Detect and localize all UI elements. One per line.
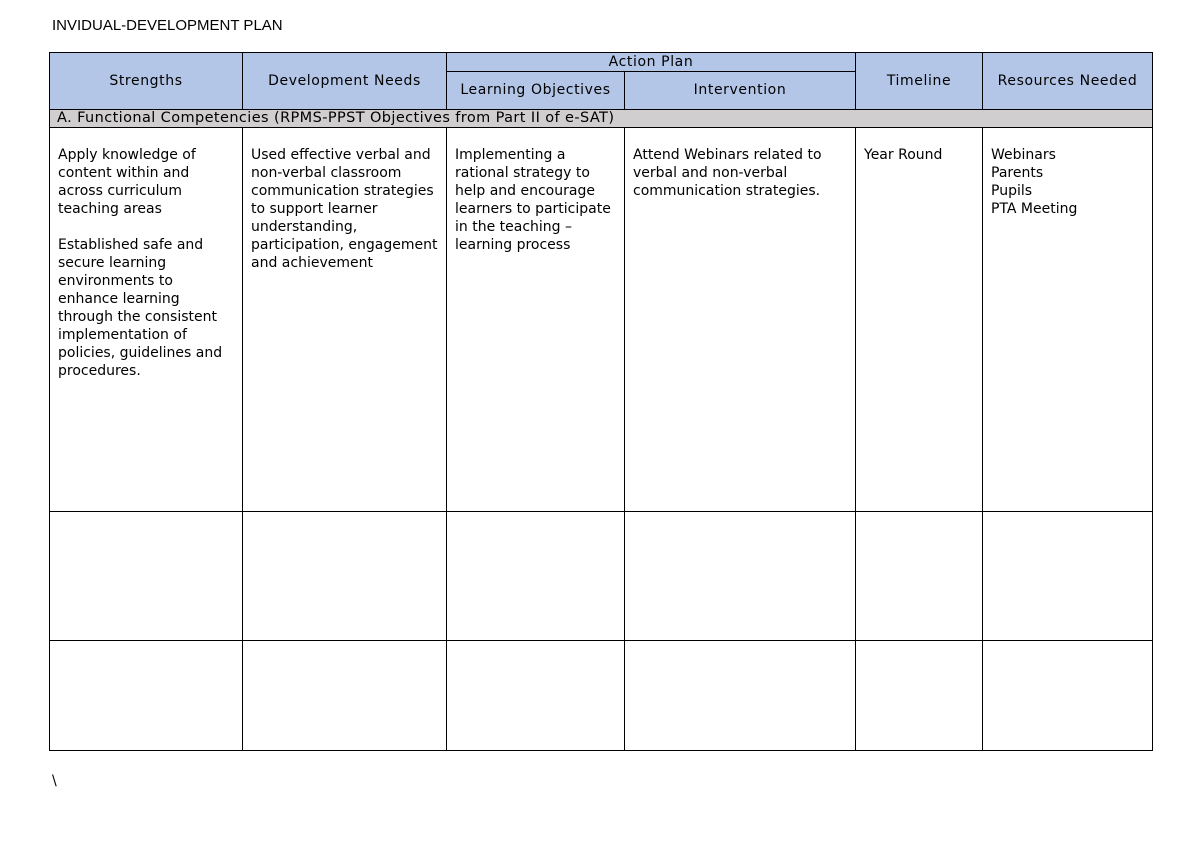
header-development-needs: Development Needs	[243, 53, 447, 110]
empty-cell	[243, 512, 447, 641]
resource-item: Parents	[991, 165, 1044, 181]
empty-cell	[625, 641, 856, 751]
cell-intervention: Attend Webinars related to verbal and non-verbal communication strategies.	[625, 128, 856, 512]
header-action-plan: Action Plan	[447, 53, 856, 72]
empty-cell	[983, 641, 1153, 751]
empty-cell	[856, 641, 983, 751]
cell-development-needs: Used effective verbal and non-verbal classroom communication strategies to support learner understanding, participation, engagement and achievement	[243, 128, 447, 512]
header-resources: Resources Needed	[983, 53, 1153, 110]
empty-cell	[625, 512, 856, 641]
footer-backslash: \	[52, 773, 57, 789]
header-intervention: Intervention	[625, 72, 856, 110]
empty-cell	[50, 512, 243, 641]
header-learning-objectives: Learning Objectives	[447, 72, 625, 110]
empty-cell	[983, 512, 1153, 641]
empty-cell	[856, 512, 983, 641]
empty-row	[50, 512, 1153, 641]
empty-row	[50, 641, 1153, 751]
cell-strengths	[50, 128, 243, 512]
resource-item: PTA Meeting	[991, 201, 1078, 217]
empty-cell	[50, 641, 243, 751]
section-functional-competencies: A. Functional Competencies (RPMS-PPST Objectives from Part II of e-SAT)	[50, 110, 1153, 128]
cell-learning-objectives: Implementing a rational strategy to help and encourage learners to participate in the teaching –learning process	[447, 128, 625, 512]
empty-cell	[447, 641, 625, 751]
document-title: INVIDUAL-DEVELOPMENT PLAN	[52, 17, 283, 34]
resource-item: Webinars	[991, 147, 1056, 163]
empty-cell	[447, 512, 625, 641]
strength-item: Apply knowledge of content within and across curriculum teaching areas	[58, 147, 196, 217]
resource-item: Pupils	[991, 183, 1033, 199]
header-timeline: Timeline	[856, 53, 983, 110]
cell-timeline: Year Round	[856, 128, 983, 512]
development-plan-table	[49, 52, 1153, 751]
header-strengths: Strengths	[50, 53, 243, 110]
cell-resources	[983, 128, 1153, 512]
empty-cell	[243, 641, 447, 751]
strength-item: Established safe and secure learning environments to enhance learning through the consistent implementation of policies, guidelines and procedures.	[58, 237, 223, 379]
